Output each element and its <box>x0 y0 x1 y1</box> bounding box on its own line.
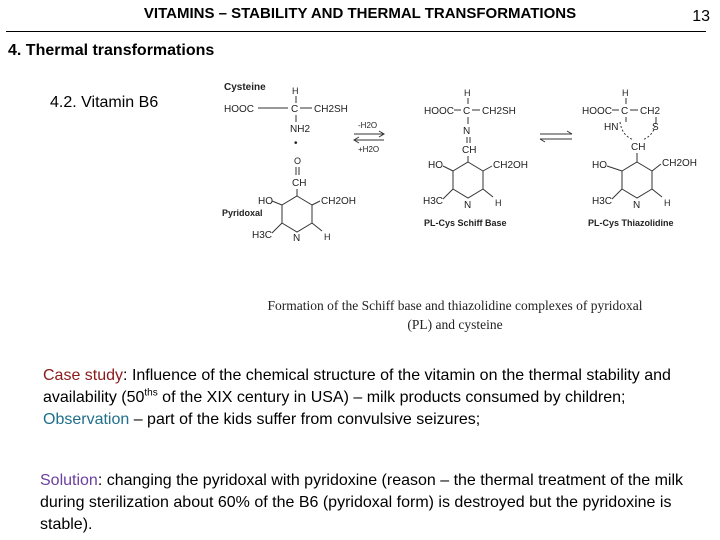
sb-h3c: H3C <box>423 196 444 207</box>
pyridoxal-label: Pyridoxal <box>222 208 263 218</box>
case-study-label: Case study <box>43 367 124 384</box>
solution-text: : changing the pyridoxal with pyridoxine (reason – the thermal treatment of the milk during sterilization about 60% of the B6 (pyridoxal form) is destroyed but the pyridoxine is stable). <box>40 472 684 533</box>
tz-c: C <box>621 106 629 117</box>
header-title: VITAMINS – STABILITY AND THERMAL TRANSFORMATIONS <box>143 5 577 22</box>
cys-h: H <box>292 86 299 96</box>
pl-o: O <box>294 156 302 166</box>
header-divider <box>6 31 706 32</box>
tz-hooc: HOOC <box>582 106 612 117</box>
sb-hooc: HOOC <box>424 106 454 117</box>
sb-ch2oh: CH2OH <box>493 160 529 171</box>
cys-c: C <box>291 104 299 115</box>
figure-caption <box>230 296 680 334</box>
tz-ch2: CH2 <box>640 106 661 117</box>
tz-h3c: H3C <box>592 196 613 207</box>
cysteine-label: Cysteine <box>224 82 266 93</box>
sb-ch2sh: CH2SH <box>482 106 516 117</box>
plus-water-label: +H2O <box>358 145 380 154</box>
tz-h: H <box>622 88 629 98</box>
case-study-superscript: ths <box>144 387 158 399</box>
figure-caption-line-1: Formation of the Schiff base and thiazolidine complexes of pyridoxal <box>267 298 643 313</box>
cys-ch2sh: CH2SH <box>314 104 348 115</box>
sb-ring-n: N <box>464 200 472 211</box>
cys-hooc: HOOC <box>224 104 254 115</box>
tz-s: S <box>652 122 659 133</box>
sb-ch: CH <box>462 145 477 156</box>
page-number: 13 <box>692 8 710 25</box>
pl-ho: HO <box>258 196 273 207</box>
pl-n: N <box>293 233 301 244</box>
solution-paragraph <box>40 470 700 536</box>
chemical-reaction-figure <box>218 76 708 256</box>
pl-h: H <box>324 232 331 242</box>
case-study-text-1: : Influence of the chemical structure of the vitamin on the thermal stability and availability (50 <box>43 367 671 406</box>
observation-label: Observation <box>43 411 130 428</box>
sb-c: C <box>463 106 471 117</box>
solution-label: Solution <box>40 472 98 489</box>
sb-ho: HO <box>428 160 443 171</box>
figure-caption-line-2: (PL) and cysteine <box>407 317 503 332</box>
pl-ch: CH <box>292 178 307 189</box>
sb-h: H <box>464 88 471 98</box>
sb-ring-h: H <box>495 198 502 208</box>
tz-ho: HO <box>592 160 607 171</box>
thiazolidine-label: PL-Cys Thiazolidine <box>588 218 674 228</box>
schiff-base-label: PL-Cys Schiff Base <box>424 218 507 228</box>
tz-ring-h: H <box>664 198 671 208</box>
case-study-text-3: – part of the kids suffer from convulsive seizures; <box>129 411 481 428</box>
tz-hn: HN <box>604 122 619 133</box>
sb-n: N <box>463 126 471 137</box>
cys-nh2: NH2 <box>290 124 311 135</box>
tz-ch2oh: CH2OH <box>662 158 698 169</box>
pl-h3c: H3C <box>252 230 273 241</box>
pl-ch2oh: CH2OH <box>321 196 357 207</box>
tz-ch: CH <box>631 142 646 153</box>
section-title: 4. Thermal transformations <box>8 42 215 59</box>
case-study-paragraph <box>43 365 683 431</box>
case-study-text-2: of the XIX century in USA) – milk products consumed by children; <box>157 389 626 406</box>
svg-text:•: • <box>294 138 298 149</box>
subsection-title: 4.2. Vitamin B6 <box>50 94 159 111</box>
minus-water-label: -H2O <box>358 121 378 130</box>
tz-ring-n: N <box>633 200 641 211</box>
